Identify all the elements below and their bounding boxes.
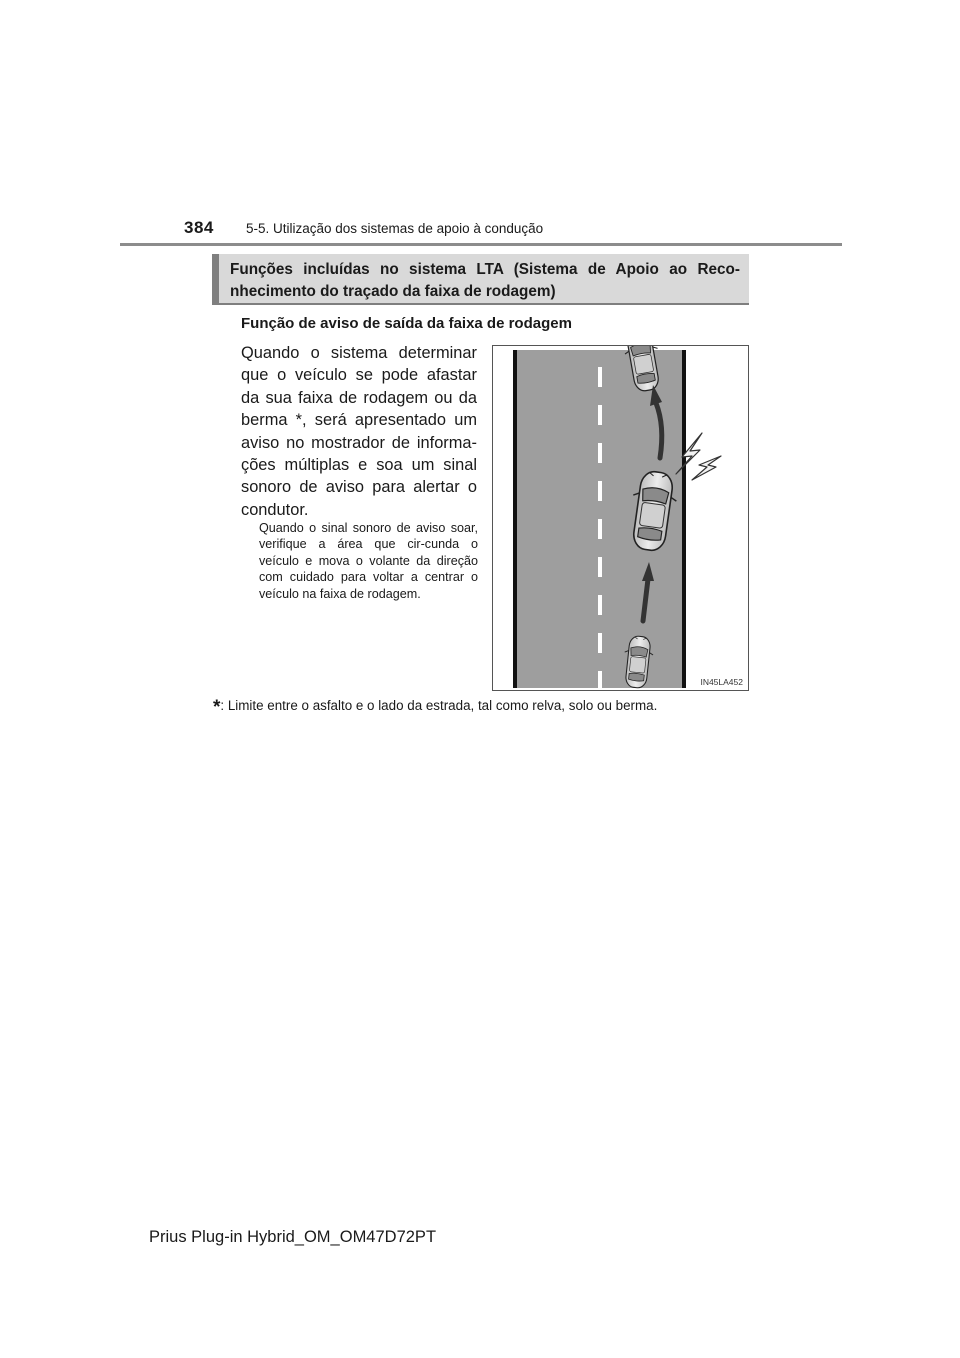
figure-code: IN45LA452: [700, 677, 743, 687]
footnote-text: : Limite entre o asfalto e o lado da estrada, tal como relva, solo ou berma.: [220, 698, 658, 713]
chapter-title: 5-5. Utilização dos sistemas de apoio à condução: [246, 221, 544, 236]
road-diagram: [493, 346, 748, 690]
footer-manual-id: Prius Plug-in Hybrid_OM_OM47D72PT: [149, 1228, 437, 1246]
page-number: 384: [184, 218, 214, 237]
lane-departure-illustration: [492, 345, 749, 691]
note-paragraph: Quando o sinal sonoro de aviso soar, verifique a área que cir-cunda o veículo e mova o volante da direção com cuidado para voltar a centrar o veículo na faixa de rodagem.: [259, 521, 478, 601]
footnote: [213, 697, 657, 719]
center-lane-markings: [598, 367, 602, 688]
road-edge-right: [682, 350, 686, 688]
footnote-marker: *: [213, 697, 221, 718]
section-title: Funções incluídas no sistema LTA (Sistema de Apoio ao Reco-nhecimento do traçado da faixa de rodagem): [230, 261, 740, 300]
section-heading-box: [212, 254, 749, 305]
header-divider: [120, 243, 842, 246]
body-paragraph: Quando o sistema determinar que o veículo se pode afastar da sua faixa de rodagem ou da berma *, será apresentado um aviso no mostrador de informa-ções múltiplas e soa um sinal sonoro de aviso para alertar o condutor.: [241, 344, 477, 519]
road-edge-left: [513, 350, 517, 688]
subheading: Função de aviso de saída da faixa de rodagem: [241, 315, 572, 332]
